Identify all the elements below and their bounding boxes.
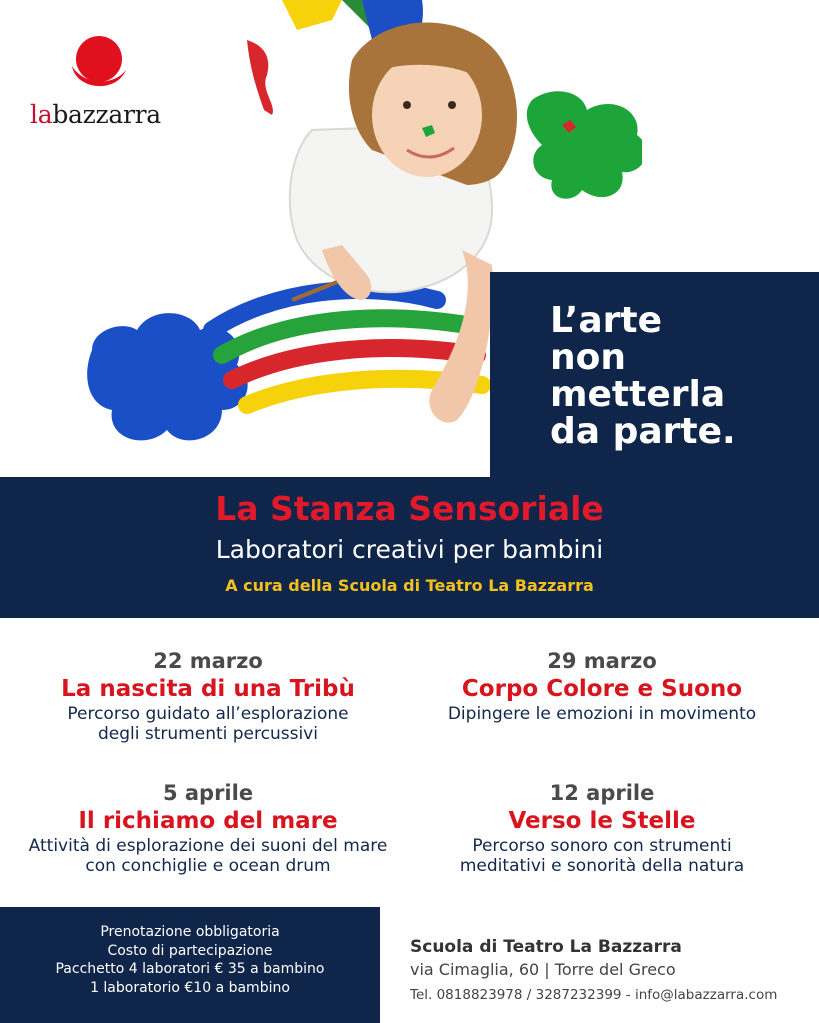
event-name: Corpo Colore e Suono <box>461 676 743 702</box>
event-subtitle: Laboratori creativi per bambini <box>215 535 604 564</box>
event-name: Il richiamo del mare <box>78 808 338 834</box>
info-line: 1 laboratorio €10 a bambino <box>90 979 290 996</box>
logo-wordmark: labazzarra <box>30 100 161 129</box>
event-card <box>402 648 802 724</box>
event-card <box>8 648 408 744</box>
info-line: Pacchetto 4 laboratori € 35 a bambino <box>55 961 325 977</box>
event-date: 5 aprile <box>162 781 254 805</box>
booking-info-box <box>0 907 380 1023</box>
event-name: Verso le Stelle <box>508 808 696 834</box>
event-card <box>402 780 802 876</box>
event-title: La Stanza Sensoriale <box>215 489 604 528</box>
event-name: La nascita di una Tribù <box>61 676 355 702</box>
event-description: Dipingere le emozioni in movimento <box>447 704 757 724</box>
event-description: Percorso sonoro con strumenti meditativi e sonorità della natura <box>459 836 745 876</box>
info-line: Costo di partecipazione <box>107 942 273 959</box>
event-card <box>8 780 408 876</box>
event-description: Percorso guidato all’esplorazione degli strumenti percussivi <box>67 704 349 744</box>
event-curator: A cura della Scuola di Teatro La Bazzarra <box>225 576 594 595</box>
contact-block <box>410 936 777 1008</box>
event-date: 12 aprile <box>549 781 655 805</box>
slogan-text: L’arte non metterla da parte. <box>550 300 736 452</box>
event-description: Attività di esplorazione dei suoni del mare con conchiglie e ocean drum <box>28 836 388 876</box>
event-date: 29 marzo <box>547 649 657 673</box>
event-date: 22 marzo <box>153 649 263 673</box>
title-band <box>0 477 819 618</box>
contact-phone-email[interactable]: Tel. 0818823978 / 3287232399 - info@labazzarra.com <box>410 987 778 1003</box>
slogan-box <box>490 272 819 482</box>
contact-name: Scuola di Teatro La Bazzarra <box>410 937 682 957</box>
info-line: Prenotazione obbligatoria <box>100 924 280 940</box>
contact-address: via Cimaglia, 60 | Torre del Greco <box>410 960 676 979</box>
